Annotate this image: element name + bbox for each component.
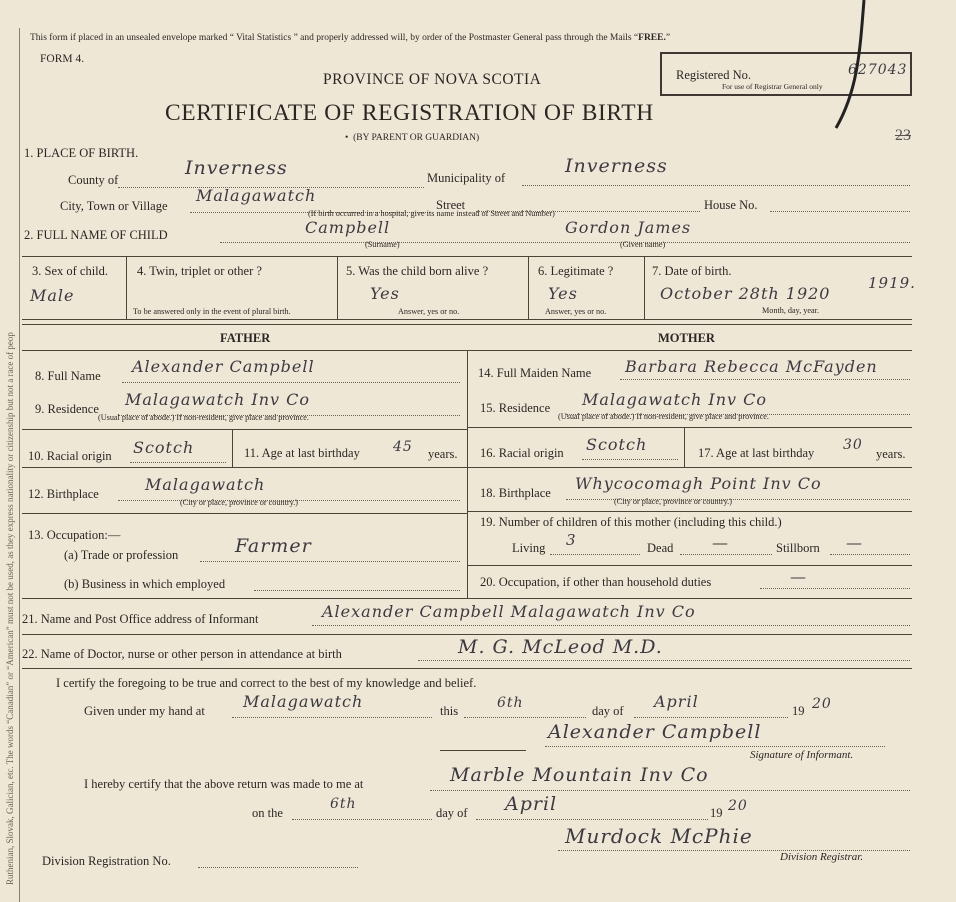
- informant-address-label: 21. Name and Post Office address of Informant: [22, 612, 259, 626]
- occupation-label: 13. Occupation:—: [28, 528, 121, 542]
- rule: [22, 256, 912, 257]
- father-age-unit: years.: [428, 447, 458, 461]
- return-year-prefix: 19: [710, 806, 723, 820]
- mother-age-value: 30: [843, 437, 863, 453]
- mother-name-value: Barbara Rebecca McFayden: [625, 357, 878, 376]
- day-of-label: day of: [592, 704, 624, 718]
- sex-label: 3. Sex of child.: [32, 264, 109, 278]
- registered-no-value: 627043: [848, 62, 908, 78]
- return-day-value: 6th: [330, 796, 357, 812]
- pen-stroke-mark: [820, 0, 880, 135]
- surname-label: (Surname): [365, 240, 400, 249]
- father-heading: FATHER: [220, 331, 271, 345]
- municipality-label: Municipality of: [427, 171, 506, 185]
- dead-value: —: [712, 533, 729, 552]
- mother-birthplace-value: Whycocomagh Point Inv Co: [575, 474, 822, 493]
- trade-label: (a) Trade or profession: [64, 548, 179, 562]
- father-birthplace-note: (City or place, province or country.): [180, 498, 298, 507]
- child-surname-value: Campbell: [305, 218, 391, 237]
- county-label: County of: [68, 173, 119, 187]
- informant-signature: Alexander Campbell: [548, 721, 762, 743]
- stillborn-label: Stillborn: [776, 541, 820, 555]
- given-year-value: 20: [812, 696, 832, 712]
- trade-value: Farmer: [235, 535, 312, 557]
- hereby-certify-label: I hereby certify that the above return was made to me at: [84, 777, 364, 791]
- alive-label: 5. Was the child born alive ?: [346, 264, 489, 278]
- doctor-label: 22. Name of Doctor, nurse or other person in attendance at birth: [22, 647, 342, 661]
- dead-label: Dead: [647, 541, 674, 555]
- father-birthplace-value: Malagawatch: [145, 475, 266, 494]
- alive-value: Yes: [370, 284, 400, 303]
- twin-label: 4. Twin, triplet or other ?: [137, 264, 262, 278]
- legitimate-value: Yes: [548, 284, 578, 303]
- short-rule: [440, 750, 526, 751]
- father-racial-label: 10. Racial origin: [28, 449, 112, 463]
- county-value: Inverness: [185, 157, 288, 179]
- dob-note: Month, day, year.: [762, 306, 819, 315]
- street-label: Street: [436, 198, 466, 212]
- father-age-value: 45: [393, 439, 413, 455]
- return-place-value: Marble Mountain Inv Co: [450, 764, 709, 786]
- mother-age-unit: years.: [876, 447, 906, 461]
- business-label: (b) Business in which employed: [64, 577, 226, 591]
- living-label: Living: [512, 541, 546, 555]
- registrar-label: Division Registrar.: [780, 851, 864, 863]
- form-number: FORM 4.: [40, 53, 85, 65]
- mother-heading: MOTHER: [658, 331, 715, 345]
- given-month-value: April: [654, 692, 699, 711]
- legitimate-note: Answer, yes or no.: [545, 307, 607, 316]
- alive-note: Answer, yes or no.: [398, 307, 460, 316]
- return-month-value: April: [505, 793, 558, 815]
- province-heading: PROVINCE OF NOVA SCOTIA: [323, 71, 542, 88]
- given-under-label: Given under my hand at: [84, 704, 205, 718]
- father-age-label: 11. Age at last birthday: [244, 446, 360, 460]
- margin-fold-line: [19, 28, 20, 902]
- child-given-value: Gordon James: [565, 218, 692, 237]
- father-birthplace-label: 12. Birthplace: [28, 487, 99, 501]
- registrar-signature: Murdock McPhie: [565, 824, 753, 848]
- mother-racial-label: 16. Racial origin: [480, 446, 564, 460]
- on-the-label: on the: [252, 806, 283, 820]
- page-title: CERTIFICATE OF REGISTRATION OF BIRTH: [165, 100, 654, 126]
- father-racial-value: Scotch: [133, 438, 195, 457]
- hospital-note: (If birth occurred in a hospital, give its name instead of Street and Number): [308, 209, 555, 218]
- mother-birthplace-label: 18. Birthplace: [480, 486, 551, 500]
- mother-residence-value: Malagawatch Inv Co: [582, 390, 767, 409]
- return-year-value: 20: [728, 798, 748, 814]
- side-margin-text: Ruthenian, Slovak, Galician, etc. The words “Canadian” or “American” must not be used, as they express nationality or citizenship but not a race of peop: [5, 332, 15, 885]
- living-value: 3: [566, 531, 577, 549]
- house-no-label: House No.: [704, 198, 758, 212]
- mother-name-label: 14. Full Maiden Name: [478, 366, 592, 380]
- mail-notice: This form if placed in an unsealed envelope marked “ Vital Statistics ” and properly addressed will, by order of the Postmaster General pass through the Mails “FREE.”: [30, 33, 671, 43]
- mother-occupation-value: —: [790, 567, 807, 586]
- father-residence-label: 9. Residence: [35, 402, 99, 416]
- father-residence-note: (Usual place of abode.) If non-resident, give place and province.: [98, 413, 309, 422]
- dob-correction: 1919.: [868, 274, 916, 292]
- municipality-value: Inverness: [565, 155, 668, 177]
- registrar-use-note: For use of Registrar General only: [722, 82, 823, 91]
- twin-note: To be answered only in the event of plural birth.: [133, 307, 291, 316]
- father-residence-value: Malagawatch Inv Co: [125, 390, 310, 409]
- dob-label: 7. Date of birth.: [652, 264, 732, 278]
- registered-no-label: Registered No.: [676, 68, 751, 82]
- certify-statement: I certify the foregoing to be true and correct to the best of my knowledge and belief.: [56, 676, 477, 690]
- division-no-label: Division Registration No.: [42, 854, 171, 868]
- informant-signature-label: Signature of Informant.: [750, 749, 854, 761]
- children-count-label: 19. Number of children of this mother (including this child.): [480, 515, 782, 529]
- doctor-value: M. G. McLeod M.D.: [458, 636, 663, 658]
- father-name-value: Alexander Campbell: [132, 357, 315, 376]
- mother-racial-value: Scotch: [586, 435, 648, 454]
- mother-birthplace-note: (City or place, province or country.): [614, 497, 732, 506]
- child-name-label: 2. FULL NAME OF CHILD: [24, 228, 168, 242]
- given-name-label: (Given name): [620, 240, 666, 249]
- informant-address-value: Alexander Campbell Malagawatch Inv Co: [322, 602, 696, 621]
- city-value: Malagawatch: [196, 186, 317, 205]
- place-of-birth-label: 1. PLACE OF BIRTH.: [24, 146, 139, 160]
- legitimate-label: 6. Legitimate ?: [538, 264, 614, 278]
- mother-residence-label: 15. Residence: [480, 401, 551, 415]
- mother-residence-note: (Usual place of abode.) If non-resident, give place and province.: [558, 412, 769, 421]
- city-label: City, Town or Village: [60, 199, 168, 213]
- mother-age-label: 17. Age at last birthday: [698, 446, 815, 460]
- given-day-value: 6th: [497, 695, 524, 711]
- return-day-of-label: day of: [436, 806, 468, 820]
- father-name-label: 8. Full Name: [35, 369, 101, 383]
- dob-value: October 28th 1920: [660, 284, 831, 303]
- corner-number: 23: [895, 127, 911, 144]
- mother-occupation-label: 20. Occupation, if other than household duties: [480, 575, 712, 589]
- this-label: this: [440, 704, 459, 718]
- given-place-value: Malagawatch: [243, 692, 364, 711]
- sex-value: Male: [30, 286, 75, 305]
- given-year-prefix: 19: [792, 704, 805, 718]
- subtitle: • (BY PARENT OR GUARDIAN): [345, 133, 480, 143]
- stillborn-value: —: [846, 533, 863, 552]
